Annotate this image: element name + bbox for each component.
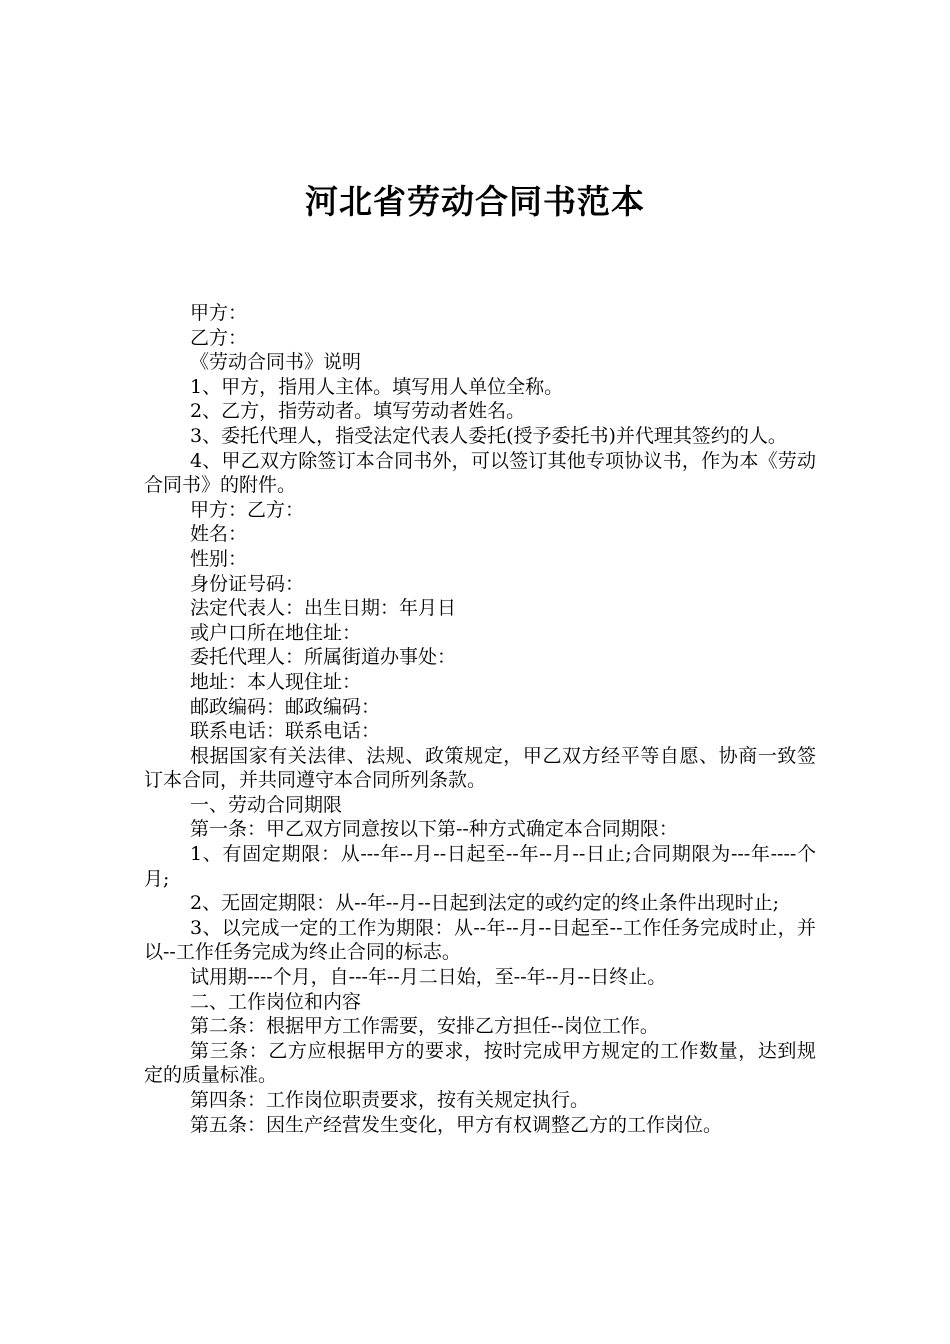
article-5: 第五条：因生产经营发生变化，甲方有权调整乙方的工作岗位。	[190, 1113, 723, 1136]
article-1-option-2: 2、无固定期限：从--年--月--日起到法定的或约定的终止条件出现时止;	[190, 892, 780, 915]
article-1-option-1: 1、有固定期限：从---年--月--日起至--年--月--日止;合同期限为---年----个月;	[144, 843, 816, 890]
article-4: 第四条：工作岗位职责要求，按有关规定执行。	[190, 1089, 590, 1111]
article-1: 第一条：甲乙双方同意按以下第--种方式确定本合同期限：	[190, 818, 678, 841]
paragraph-name: 姓名：	[190, 523, 248, 546]
paragraph-agent: 委托代理人：所属街道办事处：	[190, 646, 457, 669]
paragraph-party-a: 甲方：	[190, 302, 248, 324]
paragraph-note-4: 4、甲乙双方除签订本合同书外，可以签订其他专项协议书，作为本《劳动合同书》的附件。	[144, 449, 816, 497]
section-heading-position: 二、工作岗位和内容	[190, 990, 362, 1013]
paragraph-preamble: 根据国家有关法律、法规、政策规定，甲乙双方经平等自愿、协商一致签订本合同，并共同遵守本合同所列条款。	[144, 744, 816, 792]
document-body	[144, 301, 816, 1137]
paragraph-notes-heading: 《劳动合同书》说明	[190, 351, 362, 374]
paragraph-note-2: 2、乙方，指劳动者。填写劳动者姓名。	[190, 400, 526, 423]
paragraph-postcode: 邮政编码：邮政编码：	[190, 695, 381, 718]
section-heading-term: 一、劳动合同期限	[190, 793, 343, 816]
paragraph-parties: 甲方：乙方：	[190, 498, 305, 521]
paragraph-id-number: 身份证号码：	[190, 572, 305, 595]
article-3: 第三条：乙方应根据甲方的要求，按时完成甲方规定的工作数量，达到规定的质量标准。	[144, 1039, 816, 1087]
article-1-option-3: 3、以完成一定的工作为期限：从--年--月--日起至--工作任务完成时止，并以--工作任务完成为终止合同的标志。	[144, 916, 816, 964]
article-2: 第二条：根据甲方工作需要，安排乙方担任--岗位工作。	[190, 1015, 659, 1038]
paragraph-note-1: 1、甲方，指用人主体。填写用人单位全称。	[190, 375, 564, 398]
paragraph-note-3: 3、委托代理人，指受法定代表人委托(授予委托书)并代理其签约的人。	[190, 424, 787, 447]
paragraph-address: 地址：本人现住址：	[190, 670, 362, 693]
document-title: 河北省劳动合同书范本	[305, 182, 645, 221]
paragraph-gender: 性别：	[190, 547, 248, 570]
paragraph-probation: 试用期----个月，自---年--月二日始，至--年--月--日终止。	[190, 966, 667, 989]
paragraph-household-address: 或户口所在地住址：	[190, 621, 362, 644]
paragraph-legal-rep: 法定代表人：出生日期：年月日	[190, 597, 457, 620]
paragraph-party-b: 乙方：	[190, 326, 248, 349]
paragraph-phone: 联系电话：联系电话：	[190, 720, 381, 743]
